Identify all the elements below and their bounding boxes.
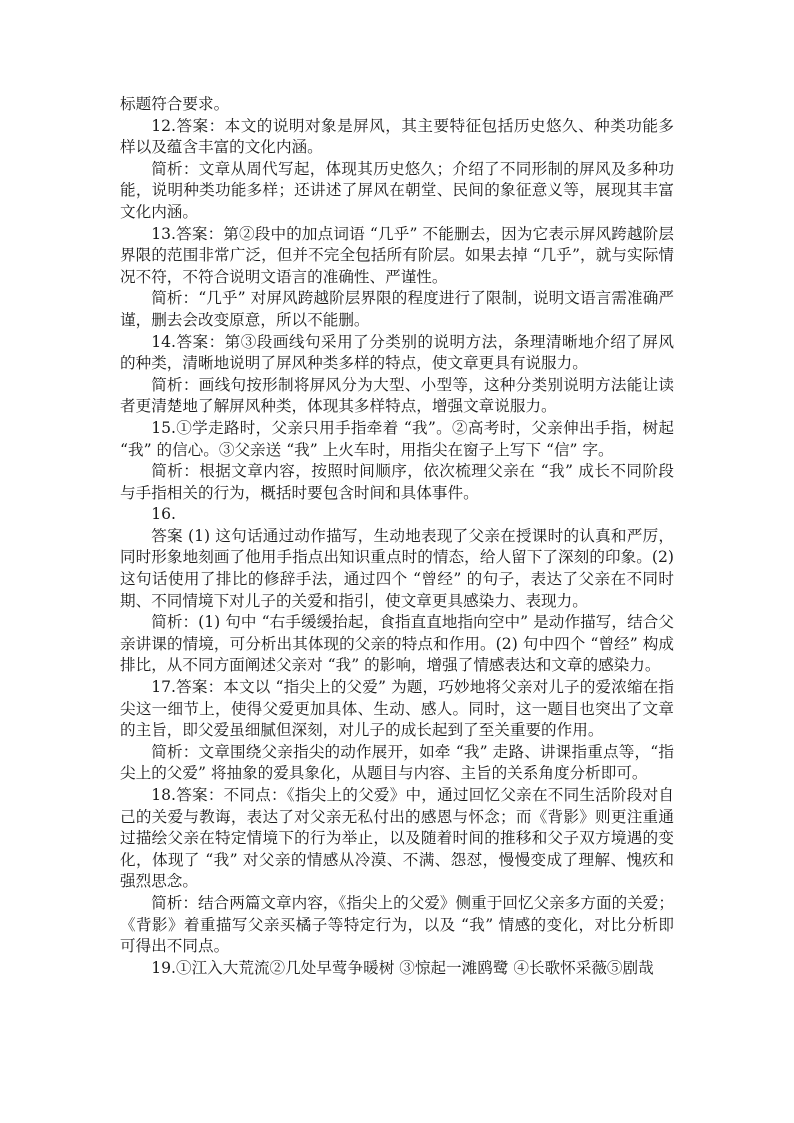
paragraph-answer-19: 19.①江入大荒流②几处早莺争暖树 ③惊起一滩鸥鹭 ④长歌怀采薇⑤剧哉 — [151, 958, 654, 977]
paragraph-answer-14: 14.答案：第③段画线句采用了分类别的说明方法，条理清晰地介绍了屏风的种类，清晰地说明了屏风种类多样的特点，使文章更具有说服力。 — [120, 332, 674, 373]
paragraph-title-requirement: 标题符合要求。 — [120, 95, 230, 113]
paragraph-answer-18: 18.答案：不同点：《指尖上的父爱》中，通过回忆父亲在不同生活阶段对自己的关爱与教诲，表达了对父亲无私付出的感恩与怀念；而《背影》则更注重通过描绘父亲在特定情境下的行为举止，以及随着时间的推移和父子双方境遇的变化，体现了 “我” 对父亲的情感从冷漠、不满、怨怼，慢慢变成了理解、愧疚和强烈思念。 — [120, 786, 674, 891]
document-page — [120, 94, 674, 979]
paragraph-answer-15: 15.①学走路时，父亲只用手指牵着 “我”。②高考时，父亲伸出手指，树起 “我” 的信心。③父亲送 “我” 上火车时，用指尖在窗子上写下 “信” 字。 — [120, 418, 674, 459]
paragraph-analysis-18: 简析：结合两篇文章内容，《指尖上的父爱》侧重于回忆父亲多方面的关爱；《背影》着重描写父亲买橘子等特定行为，以及 “我” 情感的变化，对比分析即可得出不同点。 — [120, 893, 674, 956]
paragraph-answer-12: 12.答案：本文的说明对象是屏风，其主要特征包括历史悠久、种类功能多样以及蕴含丰富的文化内涵。 — [120, 116, 674, 157]
paragraph-answer-17: 17.答案：本文以 “指尖上的父爱” 为题，巧妙地将父亲对儿子的爱浓缩在指尖这一细节上，使得父爱更加具体、生动、感人。同时，这一题目也突出了文章的主旨，即父爱虽细腻但深刻，对儿子的成长起到了至关重要的作用。 — [120, 678, 674, 740]
paragraph-answer-16: 答案 (1) 这句话通过动作描写，生动地表现了父亲在授课时的认真和严厉，同时形象地刻画了他用手指点出知识重点时的情态，给人留下了深刻的印象。(2) 这句话使用了排比的修辞手法，通过四个 “曾经” 的句子，表达了父亲在不同时期、不同情境下对儿子的关爱和指引，使文章更具感染力、表现力。 — [120, 526, 674, 610]
paragraph-analysis-17: 简析：文章围绕父亲指尖的动作展开，如牵 “我” 走路、讲课指重点等，“指尖上的父爱” 将抽象的爱具象化，从题目与内容、主旨的关系角度分析即可。 — [120, 742, 674, 783]
paragraph-question-16: 16. — [151, 505, 176, 524]
paragraph-answer-13: 13.答案：第②段中的加点词语 “几乎” 不能删去，因为它表示屏风跨越阶层界限的范围非常广泛，但并不完全包括所有阶层。如果去掉 “几乎”，就与实际情况不符，不符合说明文语言的准确性、严谨性。 — [120, 224, 674, 286]
paragraph-analysis-16: 简析：(1) 句中 “右手缓缓抬起，食指直直地指向空中” 是动作描写，结合父亲讲课的情境，可分析出其体现的父亲的特点和作用。(2) 句中四个 “曾经” 构成排比，从不同方面阐述父亲对 “我” 的影响，增强了情感表达和文章的感染力。 — [120, 613, 674, 675]
paragraph-analysis-12: 简析：文章从周代写起，体现其历史悠久；介绍了不同形制的屏风及多种功能，说明种类功能多样；还讲述了屏风在朝堂、民间的象征意义等，展现其丰富文化内涵。 — [120, 159, 674, 221]
paragraph-analysis-13: 简析：“几乎” 对屏风跨越阶层界限的程度进行了限制，说明文语言需准确严谨，删去会改变原意，所以不能删。 — [120, 289, 674, 329]
paragraph-analysis-15: 简析：根据文章内容，按照时间顺序，依次梳理父亲在 “我” 成长不同阶段与手指相关的行为，概括时要包含时间和具体事件。 — [120, 462, 674, 502]
paragraph-analysis-14: 简析：画线句按形制将屏风分为大型、小型等，这种分类别说明方法能让读者更清楚地了解屏风种类，体现其多样特点，增强文章说服力。 — [120, 375, 674, 416]
